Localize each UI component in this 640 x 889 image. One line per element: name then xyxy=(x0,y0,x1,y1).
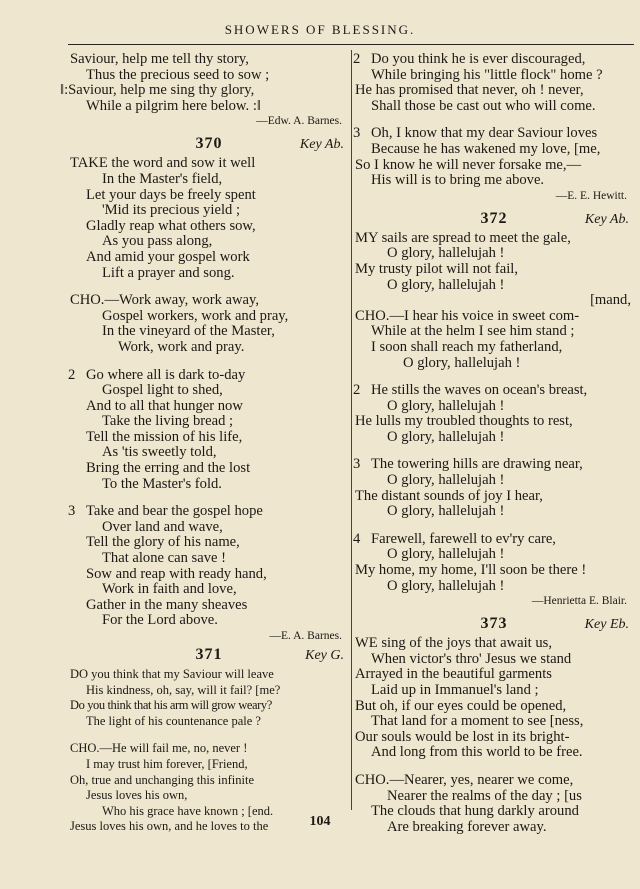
lyric-line: My home, my home, I'll soon be there ! xyxy=(355,562,587,579)
opening-stanza xyxy=(60,51,348,114)
lyric-line: So I know he will never forsake me,— xyxy=(355,156,582,173)
lyric-line: O glory, hallelujah ! xyxy=(387,546,505,563)
chorus-line: I may trust him forever, [Friend, xyxy=(86,756,248,771)
lyric-line: Tell the glory of his name, xyxy=(86,534,240,551)
lyric-line: The light of his countenance pale ? xyxy=(86,713,261,728)
chorus-line: The clouds that hung darkly around xyxy=(371,803,579,820)
lyric-line: My trusty pilot will not fail, xyxy=(355,260,518,277)
hymn-371-verse-3 xyxy=(355,126,633,188)
lyric-line: Arrayed in the beautiful garments xyxy=(355,666,552,683)
lyric-line: Let your days be freely spent xyxy=(86,186,256,203)
chorus-line: In the vineyard of the Master, xyxy=(102,323,275,340)
chorus-line: Jesus loves his own, xyxy=(86,788,188,803)
lyric-line: O glory, hallelujah ! xyxy=(387,472,505,489)
lyric-line: The distant sounds of joy I hear, xyxy=(355,487,543,504)
lyric-line: That alone can save ! xyxy=(102,550,226,567)
author-attribution: —Henrietta E. Blair. xyxy=(531,595,627,608)
lyric-line: For the Lord above. xyxy=(102,612,218,629)
chorus-line: Gospel workers, work and pray, xyxy=(102,307,289,324)
hymn-371-verse-2 xyxy=(355,52,633,114)
lyric-line: O glory, hallelujah ! xyxy=(387,276,505,293)
lyric-line: And to all that hunger now xyxy=(86,397,243,414)
hymn-372-verse-3 xyxy=(355,457,633,519)
lyric-line: O glory, hallelujah ! xyxy=(387,397,505,414)
hymn-key: Key Ab. xyxy=(584,211,629,227)
left-column xyxy=(60,51,348,835)
hymn-372-heading xyxy=(355,209,633,231)
lyric-line: To the Master's fold. xyxy=(102,475,222,492)
author-attribution: —E. A. Barnes. xyxy=(269,630,342,642)
lyric-line: TAKE the word and sow it well xyxy=(70,155,256,172)
hymn-370-chorus xyxy=(70,293,348,355)
chorus-line: Jesus loves his own, and he loves to the xyxy=(70,819,269,834)
lyric-line: Work in faith and love, xyxy=(102,581,237,598)
lyric-line: And amid your gospel work xyxy=(86,248,250,265)
lyric-line: But oh, if our eyes could be opened, xyxy=(355,697,567,714)
hymn-373-verse-1 xyxy=(355,636,633,761)
lyric-line: He stills the waves on ocean's breast, xyxy=(371,382,588,399)
lyric-line: Shall those be cast out who will come. xyxy=(371,97,596,114)
chorus-line: Oh, true and unchanging this infinite xyxy=(70,772,254,787)
page-number: 104 xyxy=(309,814,331,829)
lyric-line: Bring the erring and the lost xyxy=(86,460,251,477)
chorus-line: CHO.—I hear his voice in sweet com- xyxy=(355,307,580,324)
hymn-372-verse-1 xyxy=(355,231,633,309)
lyric-line: He lulls my troubled thoughts to rest, xyxy=(355,413,573,430)
lyric-line: Sow and reap with ready hand, xyxy=(86,565,267,582)
author-attribution: —E. E. Hewitt. xyxy=(555,189,627,202)
verse-number: 3 xyxy=(68,503,76,520)
lyric-line: His will is to bring me above. xyxy=(371,172,545,189)
hymn-370-verse-2 xyxy=(70,368,348,493)
lyric-line: Lift a prayer and song. xyxy=(102,264,235,281)
hymn-370-verse-1 xyxy=(70,156,348,281)
verse-number: 2 xyxy=(353,51,361,67)
chorus-line: While at the helm I see him stand ; xyxy=(371,323,575,340)
hymn-373-heading xyxy=(355,614,633,636)
chorus-line: Nearer the realms of the day ; [us xyxy=(387,787,582,804)
hymn-key: Key Ab. xyxy=(299,137,344,153)
lyric-line: While bringing his "little flock" home ? xyxy=(371,66,603,83)
author-attribution: —Edw. A. Barnes. xyxy=(256,115,342,128)
lyric-line: Farewell, farewell to ev'ry care, xyxy=(371,530,556,547)
running-header: SHOWERS OF BLESSING. xyxy=(224,22,416,37)
lyric-line: O glory, hallelujah ! xyxy=(387,428,505,445)
lyric-line: MY sails are spread to meet the gale, xyxy=(355,229,571,246)
lyric-line: Laid up in Immanuel's land ; xyxy=(371,682,539,698)
hymn-370-heading xyxy=(70,134,348,156)
lyric-line: And long from this world to be free. xyxy=(371,744,583,761)
hymn-371-heading xyxy=(70,645,348,667)
chorus-line: Who his grace have known ; [end. xyxy=(102,803,274,818)
chorus-line: I soon shall reach my fatherland, xyxy=(371,338,563,355)
lyric-line: That land for a moment to see [ness, xyxy=(371,713,584,730)
chorus-line: CHO.—He will fail me, no, never ! xyxy=(70,741,248,756)
hymn-372-chorus xyxy=(355,309,633,371)
lyric-line: Do you think that his arm will grow weary? xyxy=(70,698,272,713)
chorus-line: CHO.—Work away, work away, xyxy=(70,292,260,309)
hymn-370-verse-3 xyxy=(70,504,348,629)
lyric-line: Gladly reap what others sow, xyxy=(86,217,256,234)
lyric-line: [mand, xyxy=(590,292,631,309)
lyric-line: DO you think that my Saviour will leave xyxy=(70,667,274,681)
lyric-line: Thus the precious seed to sow ; xyxy=(86,66,270,83)
lyric-line: Because he has wakened my love, [me, xyxy=(371,140,601,157)
hymn-number: 370 xyxy=(195,135,223,153)
chorus-line: O glory, hallelujah ! xyxy=(403,354,521,371)
lyric-line: As 'tis sweetly told, xyxy=(102,444,217,461)
lyric-line: Gather in the many sheaves xyxy=(86,596,248,613)
lyric-line: His kindness, oh, say, will it fail? [me? xyxy=(86,682,281,697)
hymn-372-verse-4 xyxy=(355,532,633,594)
lyric-line: Take the living bread ; xyxy=(102,413,234,430)
lyric-line: O glory, hallelujah ! xyxy=(387,577,505,594)
lyric-line: O glory, hallelujah ! xyxy=(387,245,505,262)
lyric-line: ‖:Saviour, help me sing thy glory, xyxy=(60,82,255,99)
right-column xyxy=(355,52,633,835)
lyric-line: Tell the mission of his life, xyxy=(86,428,243,445)
chorus-line: CHO.—Nearer, yes, nearer we come, xyxy=(355,771,574,788)
hymn-key: Key G. xyxy=(305,648,344,663)
hymn-number: 371 xyxy=(195,646,223,663)
lyric-line: The towering hills are drawing near, xyxy=(371,456,583,473)
lyric-line: Go where all is dark to-day xyxy=(86,366,246,383)
lyric-line: Gospel light to shed, xyxy=(102,382,223,399)
hymn-number: 373 xyxy=(480,615,508,633)
lyric-line: When victor's thro' Jesus we stand xyxy=(371,650,572,667)
lyric-line: Over land and wave, xyxy=(102,518,223,535)
hymn-number: 372 xyxy=(480,209,508,227)
lyric-line: WE sing of the joys that await us, xyxy=(355,635,552,652)
verse-number: 3 xyxy=(353,456,361,473)
verse-number: 3 xyxy=(353,125,361,142)
lyric-line: 'Mid its precious yield ; xyxy=(102,202,241,219)
hymn-key: Key Eb. xyxy=(584,617,629,633)
lyric-line: Saviour, help me tell thy story, xyxy=(70,51,249,67)
header-rule xyxy=(68,44,634,45)
lyric-line: While a pilgrim here below. :‖ xyxy=(86,97,261,114)
lyric-line: Do you think he is ever discouraged, xyxy=(371,51,586,67)
lyric-line: As you pass along, xyxy=(102,233,213,250)
chorus-line: Work, work and pray. xyxy=(118,338,245,355)
lyric-line: He has promised that never, oh ! never, xyxy=(355,82,584,99)
verse-number: 2 xyxy=(353,382,361,399)
lyric-line: O glory, hallelujah ! xyxy=(387,503,505,520)
lyric-line: Oh, I know that my dear Saviour loves xyxy=(371,125,598,142)
lyric-line: Take and bear the gospel hope xyxy=(86,503,263,520)
column-divider xyxy=(351,50,352,810)
hymn-371-verse-1 xyxy=(70,667,348,729)
verse-number: 4 xyxy=(353,530,361,547)
hymn-372-verse-2 xyxy=(355,383,633,445)
lyric-line: In the Master's field, xyxy=(102,170,223,187)
chorus-line: Are breaking forever away. xyxy=(387,818,547,835)
lyric-line: Our souls would be lost in its bright- xyxy=(355,728,570,745)
verse-number: 2 xyxy=(68,366,76,383)
